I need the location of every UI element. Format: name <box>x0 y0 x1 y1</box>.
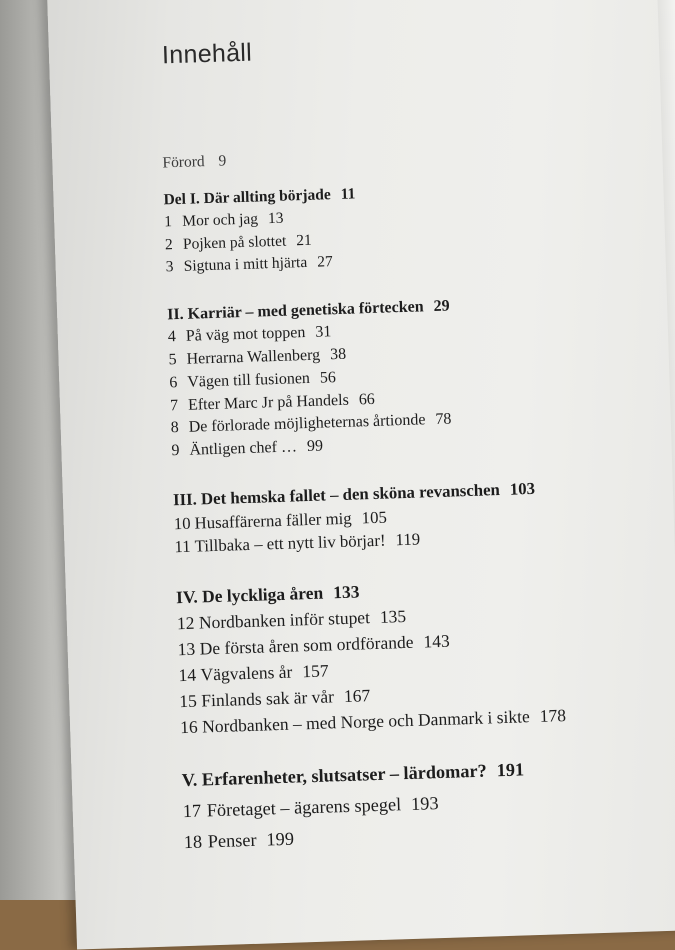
chapter-number: 15 <box>179 690 198 711</box>
chapter-page: 178 <box>539 704 567 726</box>
chapter-title: Pojken på slottet <box>182 232 287 253</box>
chapter-number: 13 <box>177 638 196 659</box>
chapter-page: 78 <box>435 410 452 429</box>
chapter-page: 13 <box>267 209 284 228</box>
toc-part <box>167 289 652 464</box>
part-title: Där allting började <box>203 185 331 207</box>
chapter-page: 193 <box>410 792 439 814</box>
chapter-title: Sigtuna i mitt hjärta <box>183 253 308 275</box>
part-label: II. <box>166 305 184 323</box>
table-of-contents <box>159 26 665 882</box>
chapter-page: 105 <box>361 507 388 527</box>
chapter-title: Nordbanken inför stupet <box>198 606 371 633</box>
foreword-page: 9 <box>218 152 227 170</box>
chapter-number: 5 <box>168 351 177 369</box>
toc-part <box>173 473 655 559</box>
chapter-title: Mor och jag <box>182 210 259 230</box>
chapter-page: 66 <box>358 390 376 409</box>
chapter-page: 38 <box>329 345 347 364</box>
chapter-title: Tillbaka – ett nytt liv börjar! <box>194 530 386 556</box>
toc-part <box>163 174 646 279</box>
chapter-title: Vägvalens år <box>200 661 293 685</box>
chapter-number: 3 <box>165 258 174 276</box>
chapter-page: 99 <box>306 437 324 456</box>
chapter-title: Finlands sak är vår <box>201 685 335 711</box>
foreword-entry <box>162 137 642 175</box>
chapter-page: 143 <box>423 630 450 652</box>
chapter-number: 14 <box>178 664 197 685</box>
chapter-number: 1 <box>164 213 173 231</box>
chapter-title: På väg mot toppen <box>185 324 306 346</box>
chapter-title: De förlorade möjligheternas årtionde <box>188 411 426 437</box>
toc-part <box>181 750 664 858</box>
part-page: 29 <box>433 296 450 315</box>
chapter-title: Herrarna Wallenberg <box>186 346 321 368</box>
part-page: 103 <box>509 478 536 499</box>
toc-part <box>176 569 661 740</box>
chapter-number: 16 <box>179 716 198 737</box>
chapter-title: Vägen till fusionen <box>187 369 311 391</box>
chapter-page: 31 <box>315 323 332 342</box>
chapter-number: 7 <box>169 396 179 415</box>
chapter-number: 12 <box>176 612 195 633</box>
chapter-number: 17 <box>182 800 202 821</box>
part-title: Det hemska fallet – den sköna revanschen <box>200 480 501 509</box>
part-label: V. <box>181 769 198 790</box>
chapter-number: 11 <box>174 536 191 557</box>
part-label: III. <box>172 489 198 510</box>
chapter-page: 21 <box>295 231 313 249</box>
part-title: Erfarenheter, slutsatser – lärdomar? <box>201 760 487 790</box>
chapter-title: Företaget – ägarens spegel <box>206 793 402 820</box>
book-page <box>46 0 675 950</box>
chapter-page: 157 <box>301 660 329 681</box>
part-page: 191 <box>496 758 525 780</box>
chapter-number: 10 <box>173 513 191 533</box>
chapter-title: Husaffärerna fäller mig <box>194 508 352 533</box>
chapter-title: Penser <box>207 829 257 851</box>
chapter-page: 56 <box>319 368 337 387</box>
foreword-title: Förord <box>162 153 205 172</box>
chapter-title: Efter Marc Jr på Handels <box>187 391 350 414</box>
part-label: IV. <box>175 586 198 607</box>
chapter-page: 135 <box>379 605 407 627</box>
chapter-page: 119 <box>395 529 421 550</box>
chapter-number: 4 <box>167 328 177 346</box>
chapter-page: 199 <box>266 828 295 850</box>
chapter-title: De första åren som ordförande <box>199 631 414 659</box>
chapter-number: 2 <box>164 235 174 253</box>
part-title: De lyckliga åren <box>201 582 324 606</box>
chapter-page: 167 <box>343 684 371 706</box>
chapter-number: 9 <box>171 442 180 460</box>
part-page: 133 <box>332 581 360 602</box>
chapter-number: 8 <box>170 419 180 437</box>
part-label: Del I. <box>163 189 200 208</box>
chapter-number: 6 <box>169 373 178 392</box>
part-page: 11 <box>340 184 356 203</box>
parts-list <box>163 174 664 858</box>
part-title: Karriär – med genetiska förtecken <box>187 297 424 323</box>
chapter-title: Nordbanken – med Norge och Danmark i sikte <box>201 705 531 737</box>
chapter-number: 18 <box>183 831 203 852</box>
chapter-page: 27 <box>316 253 333 271</box>
chapter-title: Äntligen chef … <box>189 438 298 460</box>
toc-heading: Innehåll <box>161 38 253 70</box>
